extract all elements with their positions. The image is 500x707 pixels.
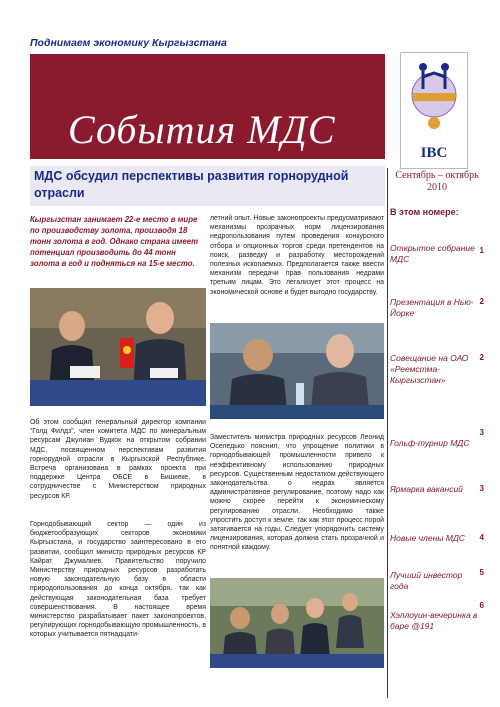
toc-item-label[interactable]: Презентация в Нью-Йорке — [390, 297, 474, 318]
toc-item-page: 2 — [479, 353, 484, 362]
toc-item-label[interactable]: Лучший инвестор года — [390, 570, 463, 591]
toc-item-label[interactable]: Совещание на ОАО «Реемстма-Кыргызстан» — [390, 353, 469, 385]
toc-item-label[interactable]: Хэллоуин-вечеринка в баре @191 — [390, 610, 478, 631]
left-column-para-1: Об этом сообщил генеральный директор компании “Голд Филдз”, член комитета МДС по минеральным ресурсам Джулиан Вудкок на открытом собрании МДС, посвященном перспективам развития горнорудной отрасли в Кыргызской Республике. Встреча организована в рамках проекта при поддержке Центра ОБСЕ в Бишкеке, в сотрудничестве с Министерством природных ресурсов КР. — [30, 419, 206, 500]
tagline: Поднимаем экономику Кыргызстана — [30, 37, 227, 49]
toc-item-page: 1 — [479, 246, 484, 255]
photo-two-officials — [210, 323, 384, 419]
logo-text: IBC — [420, 145, 448, 161]
article-intro: Кыргызстан занимает 22-е место в мире по производству золота, производя 18 тонн золота в год. Однако страна имеет потенциал производить до 44 тонн золота в год и подняться на 15-е место. — [30, 215, 199, 268]
toc-item-page: 4 — [479, 533, 484, 542]
article-headline: МДС обсудил перспективы развития горнорудной отрасли — [34, 169, 349, 200]
photo-panel-speakers — [30, 288, 206, 406]
title-banner — [30, 54, 385, 159]
toc-item-label[interactable]: Гольф-турнир МДС — [390, 438, 470, 448]
toc-item-label[interactable]: Открытое собрание МДС — [390, 243, 475, 264]
headline-box — [30, 166, 385, 206]
toc-heading: В этом номере: — [390, 207, 459, 217]
toc-item-label[interactable]: Новые члены МДС — [390, 533, 466, 543]
toc-item-page: 3 — [479, 428, 484, 437]
middle-column-para-1: летний опыт. Новые законопроекты предусматривают механизмы прозрачных норм лицензирования недропользования путем проведения конкурсного отбора и опционных торгов среди претендентов на поиск, разведку и разработку месторождений полезных ископаемых. Предполагается также ввести механизм передачи прав пользования недрами третьим лицам. Это легализует этот процесс на экономической основе и будет выгодно государству. — [210, 215, 384, 296]
toc-item-page: 2 — [479, 297, 484, 306]
left-column-para-2: Горнодобывающий сектор — один из бюджетообразующих секторов экономики Кыргызстана, и государство заинтересовано в его развитии, сообщил министр природных ресурсов КР Кайрат Джумалиев. Правительство поручило Министерству природных ресурсов разработать новую законодательную базу в области природопользования до конца октября, так как действующая законодательная база требует совершенствования. В настоящее время министерство разрабатывает пакет законопроектов, регулирующих горнодобывающую промышленность, в которых учитывается пятнадцати- — [30, 521, 206, 639]
toc-item-page: 5 — [479, 568, 484, 577]
newsletter-title: События МДС — [68, 107, 336, 152]
photo-meeting-audience — [210, 578, 384, 668]
issue-date: Сентябрь – октябрь 2010 — [395, 170, 479, 193]
toc-item-page: 6 — [479, 601, 484, 610]
toc-item-page: 3 — [479, 484, 484, 493]
sidebar-divider — [387, 168, 388, 698]
ibc-logo — [400, 52, 468, 169]
middle-column-para-2: Заместитель министра природных ресурсов Леонид Оселедько пояснил, что упрощение политики в горнодобывающей промышленности привело к неэффективному использованию природных ресурсов. Существенным недостатком действующего законодательства о недрах является административное регулирование, поэтому надо как можно скорее перейти к экономическому регулированию отрасли. Необходимо также упростить доступ к земле, так как этот процесс порой затягивается на годы. Следует упорядочить систему лицензирования, которая должна стать прозрачной и понятной каждому. — [210, 434, 384, 552]
toc-item-label[interactable]: Ярмарка вакансий — [390, 484, 463, 494]
logo-figures-icon — [401, 53, 467, 143]
